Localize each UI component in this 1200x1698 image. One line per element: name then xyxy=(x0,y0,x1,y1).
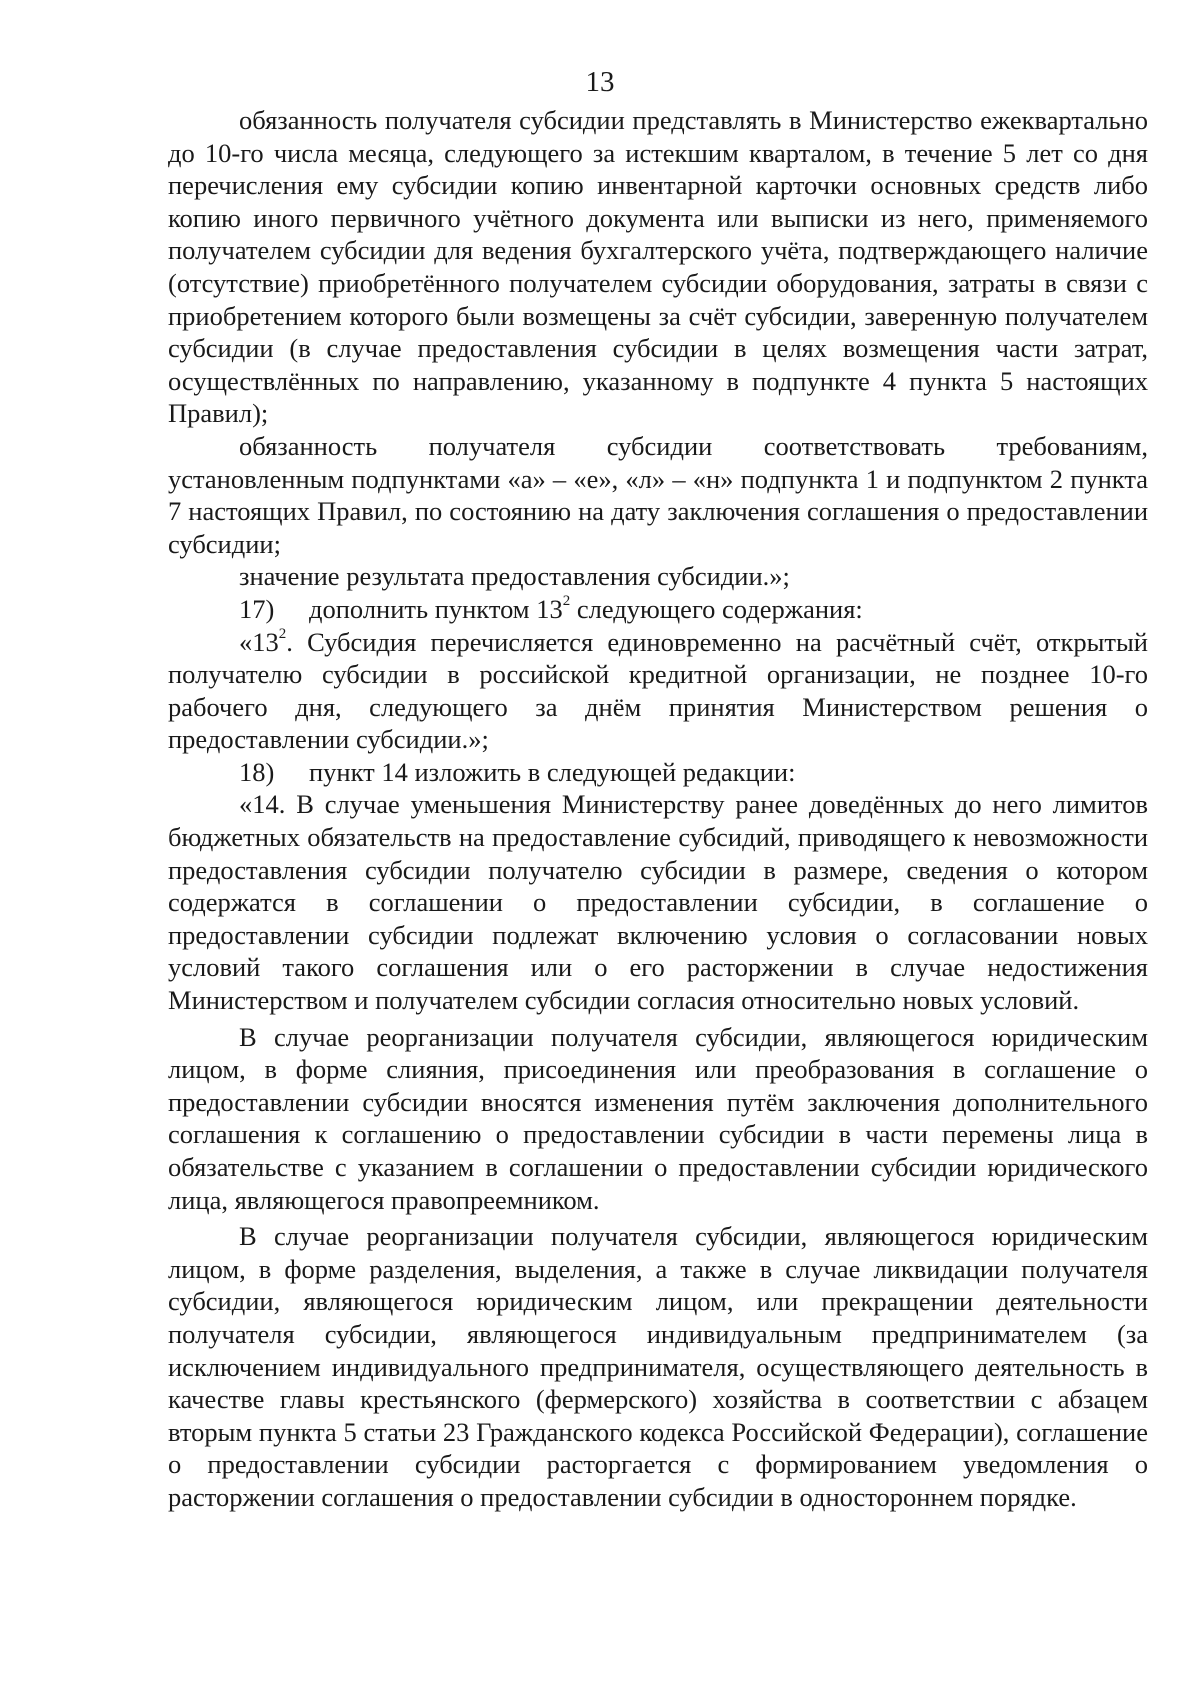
item-17-superscript: 2 xyxy=(562,593,571,610)
paragraph-item-18 xyxy=(168,756,1148,789)
item-17-text-before: дополнить пунктом 13 xyxy=(309,593,563,624)
item-17-number: 17) xyxy=(239,593,275,624)
paragraph-reorganization-merger: В случае реорганизации получателя субсидии, являющегося юридическим лицом, в форме слияния, присоединения или преобразования в соглашение о предоставлении субсидии вносятся изменения путём заключения дополнительного соглашения к соглашению о предоставлении субсидии в части перемены лица в обязательстве с указанием в соглашении о предоставлении субсидии юридического лица, являющегося правопреемником. xyxy=(168,1021,1148,1215)
clause-13-2-start: «13 xyxy=(239,626,279,657)
item-17-text-after: следующего содержания: xyxy=(570,593,863,624)
paragraph-result-value: значение результата предоставления субсидии.»; xyxy=(239,561,790,592)
item-18-text: пункт 14 изложить в следующей редакции: xyxy=(309,756,796,787)
paragraph-reporting-obligation: обязанность получателя субсидии представлять в Министерство ежеквартально до 10-го числа месяца, следующего за истекшим кварталом, в течение 5 лет со дня перечисления ему субсидии копию инвентарной карточки основных средств либо копию иного первичного учётного документа или выписки из него, применяемого получателем субсидии для ведения бухгалтерского учёта, подтверждающего наличие (отсутствие) приобретённого получателем субсидии оборудования, затраты в связи с приобретением которого были возмещены за счёт субсидии, заверенную получателем субсидии (в случае предоставления субсидии в целях возмещения части затрат, осуществлённых по направлению, указанному в подпункте 4 пункта 5 настоящих Правил); xyxy=(168,105,1148,429)
paragraph-item-17 xyxy=(168,593,1148,626)
clause-13-2-superscript: 2 xyxy=(278,625,287,642)
document-body xyxy=(168,104,1148,1514)
paragraph-clause-14: «14. В случае уменьшения Министерству ранее доведённых до него лимитов бюджетных обязательств на предоставление субсидий, приводящего к невозможности предоставления субсидии получателю субсидии в размере, сведения о котором содержатся в соглашении о предоставлении субсидии, в соглашение о предоставлении субсидии подлежат включению условия о согласовании новых условий такого соглашения или о его расторжении в случае недостижения Министерством и получателем субсидии согласия относительно новых условий. xyxy=(168,789,1148,1016)
paragraph-reorganization-division: В случае реорганизации получателя субсидии, являющегося юридическим лицом, в форме разделения, выделения, а также в случае ликвидации получателя субсидии, являющегося юридическим лицом, или прекращении деятельности получателя субсидии, являющегося индивидуальным предпринимателем (за исключением индивидуального предпринимателя, осуществляющего деятельность в качестве главы крестьянского (фермерского) хозяйства в соответствии с абзацем вторым пункта 5 статьи 23 Гражданского кодекса Российской Федерации), соглашение о предоставлении субсидии расторгается с формированием уведомления о расторжении соглашения о предоставлении субсидии в одностороннем порядке. xyxy=(168,1221,1148,1512)
clause-13-2-text: . Субсидия перечисляется единовременно на расчётный счёт, открытый получателю субсидии в российской кредитной организации, не позднее 10-го рабочего дня, следующего за днём принятия Министерством решения о предоставлении субсидии.»; xyxy=(168,626,1148,755)
paragraph-clause-13-2 xyxy=(168,626,1148,756)
item-18-number: 18) xyxy=(239,756,275,787)
paragraph-requirements-obligation: обязанность получателя субсидии соответствовать требованиям, установленным подпунктами «а» – «е», «л» – «н» подпункта 1 и подпунктом 2 пункта 7 настоящих Правил, по состоянию на дату заключения соглашения о предоставлении субсидии; xyxy=(168,430,1148,559)
page-number: 13 xyxy=(585,66,615,98)
